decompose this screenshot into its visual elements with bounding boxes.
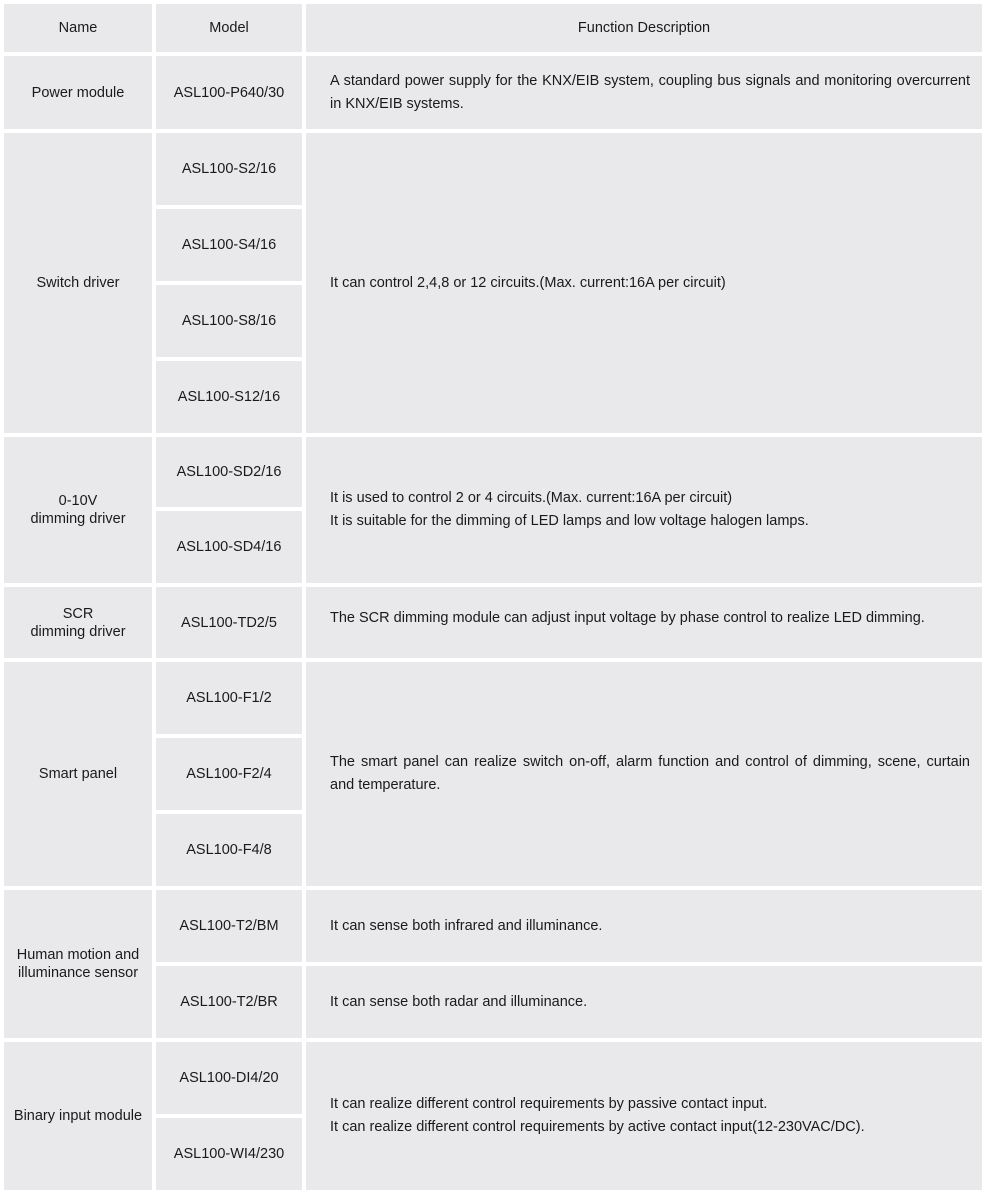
model-cell: ASL100-T2/BM bbox=[156, 890, 302, 962]
description-cell: A standard power supply for the KNX/EIB system, coupling bus signals and monitoring overcurrent in KNX/EIB systems. bbox=[306, 56, 982, 129]
description-cell: The SCR dimming module can adjust input voltage by phase control to realize LED dimming. bbox=[306, 587, 982, 658]
description-cell: It can sense both infrared and illuminance. bbox=[306, 890, 982, 962]
model-cell: ASL100-SD4/16 bbox=[156, 511, 302, 583]
header-model: Model bbox=[156, 4, 302, 52]
model-cell: ASL100-WI4/230 bbox=[156, 1118, 302, 1190]
description-cell: The smart panel can realize switch on-off, alarm function and control of dimming, scene, curtain and temperature. bbox=[306, 662, 982, 886]
table-header-row bbox=[4, 4, 982, 52]
table-row-smart-panel bbox=[4, 662, 982, 734]
name-cell: Human motion and illuminance sensor bbox=[4, 890, 152, 1038]
name-cell: 0-10V dimming driver bbox=[4, 437, 152, 583]
model-cell: ASL100-P640/30 bbox=[156, 56, 302, 129]
model-cell: ASL100-S4/16 bbox=[156, 209, 302, 281]
table-row-power-module bbox=[4, 56, 982, 129]
model-cell: ASL100-F1/2 bbox=[156, 662, 302, 734]
model-cell: ASL100-TD2/5 bbox=[156, 587, 302, 658]
model-cell: ASL100-DI4/20 bbox=[156, 1042, 302, 1114]
description-cell: It is used to control 2 or 4 circuits.(Max. current:16A per circuit) It is suitable for the dimming of LED lamps and low voltage halogen lamps. bbox=[306, 437, 982, 583]
name-cell: Switch driver bbox=[4, 133, 152, 433]
table-row-binary-input-module bbox=[4, 1042, 982, 1114]
table-row-0-10v-dimming-driver bbox=[4, 437, 982, 507]
model-cell: ASL100-S8/16 bbox=[156, 285, 302, 357]
table-row-scr-dimming-driver bbox=[4, 587, 982, 658]
model-cell: ASL100-F4/8 bbox=[156, 814, 302, 886]
name-cell: Binary input module bbox=[4, 1042, 152, 1190]
table-row-human-motion-sensor bbox=[4, 890, 982, 962]
model-cell: ASL100-SD2/16 bbox=[156, 437, 302, 507]
name-cell: SCR dimming driver bbox=[4, 587, 152, 658]
name-cell: Smart panel bbox=[4, 662, 152, 886]
table-row-switch-driver bbox=[4, 133, 982, 205]
header-name: Name bbox=[4, 4, 152, 52]
model-cell: ASL100-F2/4 bbox=[156, 738, 302, 810]
header-function-description: Function Description bbox=[306, 4, 982, 52]
description-cell: It can control 2,4,8 or 12 circuits.(Max. current:16A per circuit) bbox=[306, 133, 982, 433]
model-cell: ASL100-S2/16 bbox=[156, 133, 302, 205]
description-cell: It can realize different control requirements by passive contact input. It can realize different control requirements by active contact input(12-230VAC/DC). bbox=[306, 1042, 982, 1190]
description-cell: It can sense both radar and illuminance. bbox=[306, 966, 982, 1038]
model-cell: ASL100-T2/BR bbox=[156, 966, 302, 1038]
name-cell: Power module bbox=[4, 56, 152, 129]
model-cell: ASL100-S12/16 bbox=[156, 361, 302, 433]
